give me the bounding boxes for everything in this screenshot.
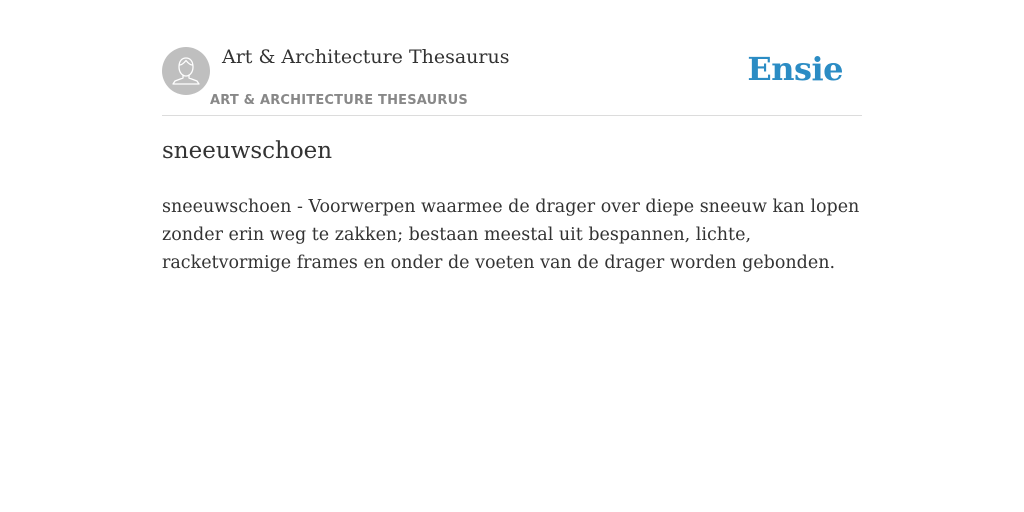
user-silhouette-icon	[162, 47, 210, 95]
entry-title: sneeuwschoen	[162, 138, 333, 164]
brand-logo[interactable]: Ensie	[747, 50, 843, 88]
source-label[interactable]: ART & ARCHITECTURE THESAURUS	[210, 93, 468, 108]
avatar[interactable]	[162, 47, 210, 95]
entry-header	[162, 44, 862, 116]
entry-definition: sneeuwschoen - Voorwerpen waarmee de drager over diepe sneeuw kan lopen zonder erin weg te zakken; bestaan meestal uit bespannen, lichte, racketvormige frames en onder de voeten van de drager worden gebonden.	[162, 197, 860, 273]
author-name[interactable]: Art & Architecture Thesaurus	[222, 46, 510, 68]
